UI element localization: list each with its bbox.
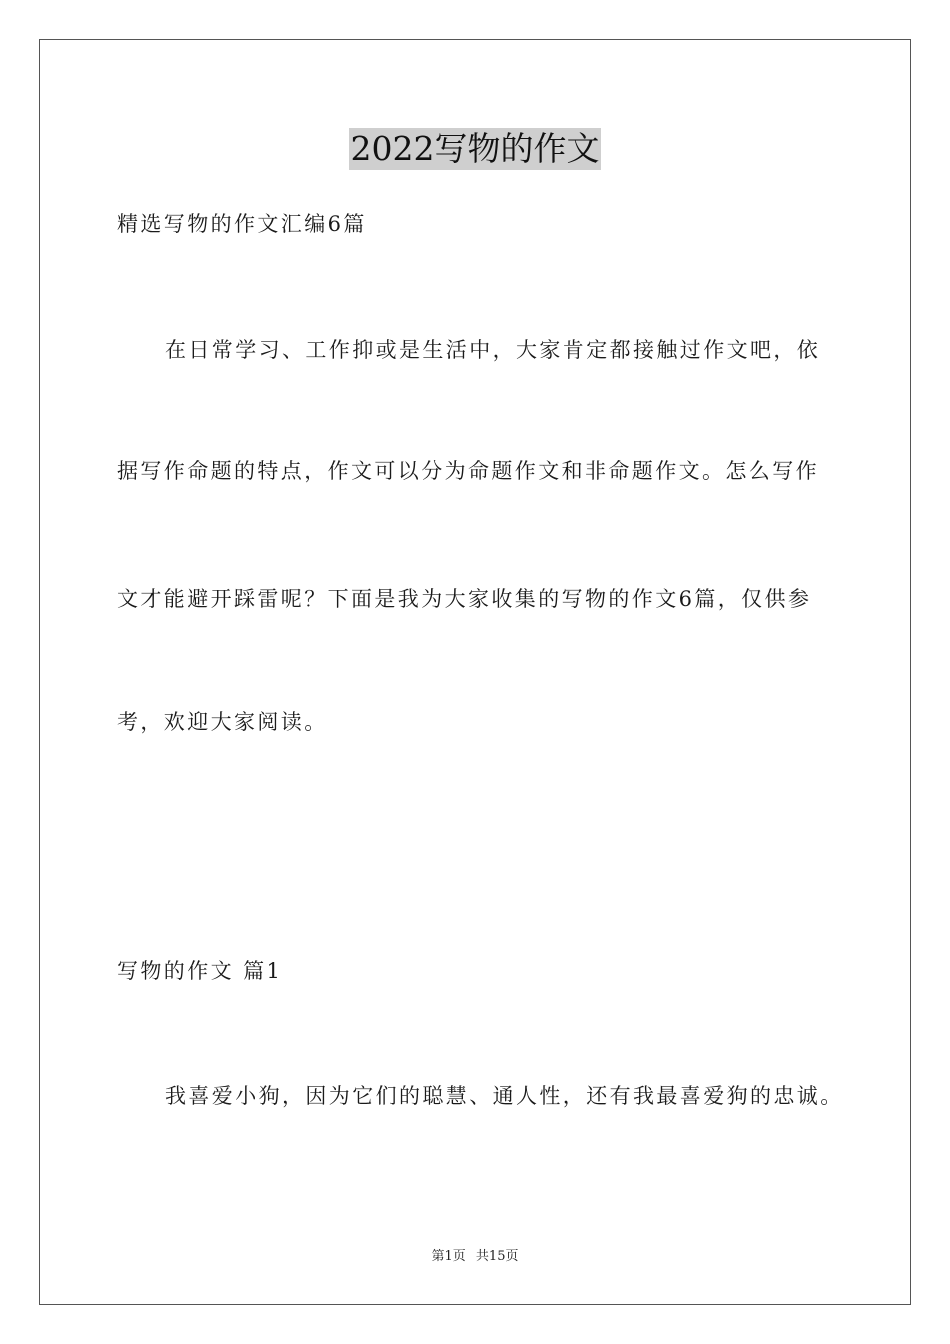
title-container [0, 128, 950, 170]
section-line-1: 我喜爱小狗，因为它们的聪慧、通人性，还有我最喜爱狗的忠诚。 [165, 1084, 844, 1108]
page-footer: 第1页 共15页 [431, 1249, 519, 1264]
document-title: 2022写物的作文 [350, 129, 600, 168]
document-subtitle: 精选写物的作文汇编6篇 [117, 212, 367, 236]
intro-line-1: 在日常学习、工作抑或是生活中，大家肯定都接触过作文吧，依 [165, 338, 821, 362]
intro-line-4: 考，欢迎大家阅读。 [117, 710, 328, 734]
intro-line-3: 文才能避开踩雷呢？下面是我为大家收集的写物的作文6篇，仅供参 [117, 587, 812, 611]
intro-line-2: 据写作命题的特点，作文可以分为命题作文和非命题作文。怎么写作 [117, 459, 819, 483]
section-heading: 写物的作文 篇1 [117, 959, 283, 983]
